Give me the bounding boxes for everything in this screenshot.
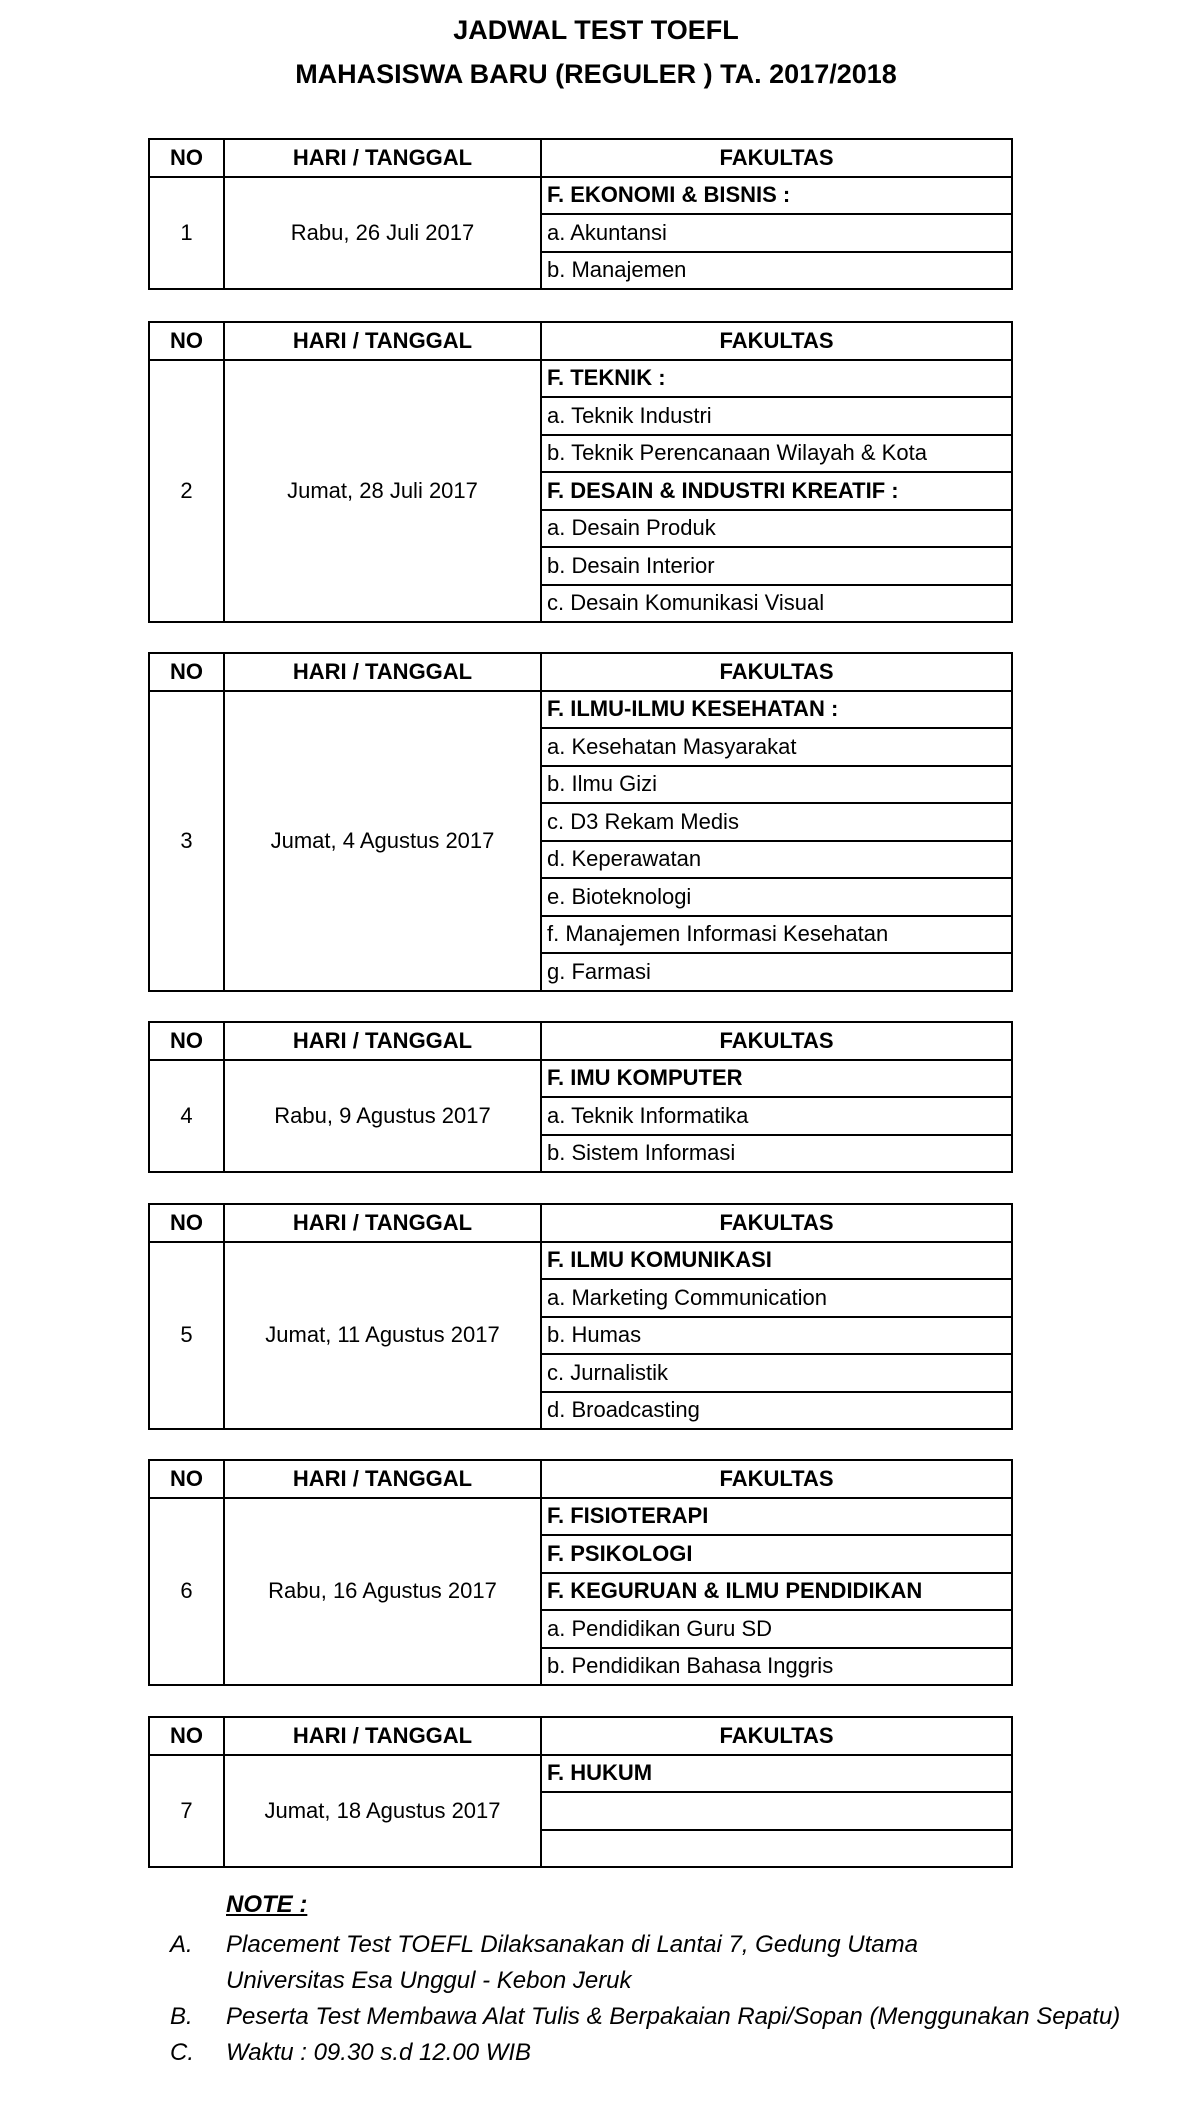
schedule-table-5: [148, 1203, 1013, 1430]
schedule-table-3: [148, 652, 1013, 992]
page-subtitle: MAHASISWA BARU (REGULER ) TA. 2017/2018: [295, 59, 897, 89]
note-letter: C.: [170, 2039, 194, 2066]
header-date: HARI / TANGGAL: [224, 139, 541, 177]
faculty-program: b. Pendidikan Bahasa Inggris: [541, 1648, 1012, 1686]
faculty-heading: F. ILMU KOMUNIKASI: [541, 1242, 1012, 1280]
table-row: [149, 1242, 1012, 1280]
faculty-program: b. Sistem Informasi: [541, 1135, 1012, 1173]
note-text: Waktu : 09.30 s.d 12.00 WIB: [226, 2039, 532, 2066]
header-no: NO: [149, 1022, 224, 1060]
header-no: NO: [149, 1717, 224, 1755]
note-text: Placement Test TOEFL Dilaksanakan di Lantai 7, Gedung Utama: [226, 1931, 918, 1958]
header-faculty: FAKULTAS: [541, 653, 1012, 691]
header-no: NO: [149, 653, 224, 691]
table-row: [149, 360, 1012, 398]
faculty-heading: F. IMU KOMPUTER: [541, 1060, 1012, 1098]
schedule-table-1: [148, 138, 1013, 290]
header-date: HARI / TANGGAL: [224, 1717, 541, 1755]
faculty-heading: F. FISIOTERAPI: [541, 1498, 1012, 1536]
table-row: [149, 1755, 1012, 1793]
faculty-program: [541, 1830, 1012, 1868]
note-title: NOTE :: [226, 1891, 308, 1918]
faculty-heading: F. EKONOMI & BISNIS :: [541, 177, 1012, 215]
faculty-program: a. Teknik Industri: [541, 397, 1012, 435]
schedule-table-2: [148, 321, 1013, 623]
schedule-table-7: [148, 1716, 1013, 1868]
faculty-program: b. Humas: [541, 1317, 1012, 1355]
table-header-row: [149, 322, 1012, 360]
faculty-program: b. Ilmu Gizi: [541, 766, 1012, 804]
table-row: [149, 177, 1012, 215]
header-faculty: FAKULTAS: [541, 1460, 1012, 1498]
faculty-program: a. Teknik Informatika: [541, 1097, 1012, 1135]
faculty-program: c. Desain Komunikasi Visual: [541, 585, 1012, 623]
faculty-program: c. D3 Rekam Medis: [541, 803, 1012, 841]
table-row: [149, 1060, 1012, 1098]
faculty-program: e. Bioteknologi: [541, 878, 1012, 916]
faculty-program: a. Pendidikan Guru SD: [541, 1610, 1012, 1648]
schedule-date: Rabu, 9 Agustus 2017: [224, 1060, 541, 1173]
table-header-row: [149, 1460, 1012, 1498]
table-header-row: [149, 139, 1012, 177]
header-faculty: FAKULTAS: [541, 139, 1012, 177]
header-date: HARI / TANGGAL: [224, 1022, 541, 1060]
page-title: JADWAL TEST TOEFL: [453, 15, 739, 45]
header-date: HARI / TANGGAL: [224, 1204, 541, 1242]
table-header-row: [149, 653, 1012, 691]
header-faculty: FAKULTAS: [541, 1717, 1012, 1755]
table-row: [149, 691, 1012, 729]
schedule-date: Jumat, 4 Agustus 2017: [224, 691, 541, 991]
faculty-heading: F. DESAIN & INDUSTRI KREATIF :: [541, 472, 1012, 510]
table-header-row: [149, 1717, 1012, 1755]
faculty-program: d. Keperawatan: [541, 841, 1012, 879]
header-no: NO: [149, 322, 224, 360]
faculty-heading: F. ILMU-ILMU KESEHATAN :: [541, 691, 1012, 729]
header-no: NO: [149, 1204, 224, 1242]
schedule-number: 7: [149, 1755, 224, 1868]
faculty-program: a. Desain Produk: [541, 510, 1012, 548]
schedule-number: 5: [149, 1242, 224, 1430]
schedule-table-4: [148, 1021, 1013, 1173]
note-text: Universitas Esa Unggul - Kebon Jeruk: [226, 1967, 632, 1994]
header-faculty: FAKULTAS: [541, 1022, 1012, 1060]
header-date: HARI / TANGGAL: [224, 322, 541, 360]
header-no: NO: [149, 139, 224, 177]
schedule-date: Rabu, 16 Agustus 2017: [224, 1498, 541, 1686]
schedule-number: 6: [149, 1498, 224, 1686]
faculty-program: g. Farmasi: [541, 953, 1012, 991]
table-header-row: [149, 1022, 1012, 1060]
schedule-date: Rabu, 26 Juli 2017: [224, 177, 541, 290]
faculty-program: c. Jurnalistik: [541, 1354, 1012, 1392]
header-faculty: FAKULTAS: [541, 322, 1012, 360]
faculty-program: a. Marketing Communication: [541, 1279, 1012, 1317]
schedule-date: Jumat, 18 Agustus 2017: [224, 1755, 541, 1868]
faculty-heading: F. HUKUM: [541, 1755, 1012, 1793]
header-faculty: FAKULTAS: [541, 1204, 1012, 1242]
note-letter: A.: [170, 1931, 193, 1958]
faculty-program: b. Manajemen: [541, 252, 1012, 290]
note-text: Peserta Test Membawa Alat Tulis & Berpakaian Rapi/Sopan (Menggunakan Sepatu): [226, 2003, 1121, 2030]
faculty-heading: F. KEGURUAN & ILMU PENDIDIKAN: [541, 1573, 1012, 1611]
schedule-number: 4: [149, 1060, 224, 1173]
faculty-program: f. Manajemen Informasi Kesehatan: [541, 916, 1012, 954]
header-no: NO: [149, 1460, 224, 1498]
table-row: [149, 1498, 1012, 1536]
faculty-program: [541, 1792, 1012, 1830]
schedule-date: Jumat, 28 Juli 2017: [224, 360, 541, 623]
faculty-heading: F. TEKNIK :: [541, 360, 1012, 398]
table-header-row: [149, 1204, 1012, 1242]
faculty-program: b. Desain Interior: [541, 547, 1012, 585]
schedule-number: 2: [149, 360, 224, 623]
schedule-number: 3: [149, 691, 224, 991]
header-date: HARI / TANGGAL: [224, 1460, 541, 1498]
schedule-number: 1: [149, 177, 224, 290]
faculty-program: a. Kesehatan Masyarakat: [541, 728, 1012, 766]
faculty-heading: F. PSIKOLOGI: [541, 1535, 1012, 1573]
schedule-table-6: [148, 1459, 1013, 1686]
header-date: HARI / TANGGAL: [224, 653, 541, 691]
note-letter: B.: [170, 2003, 193, 2030]
faculty-program: d. Broadcasting: [541, 1392, 1012, 1430]
schedule-date: Jumat, 11 Agustus 2017: [224, 1242, 541, 1430]
faculty-program: a. Akuntansi: [541, 214, 1012, 252]
faculty-program: b. Teknik Perencanaan Wilayah & Kota: [541, 435, 1012, 473]
